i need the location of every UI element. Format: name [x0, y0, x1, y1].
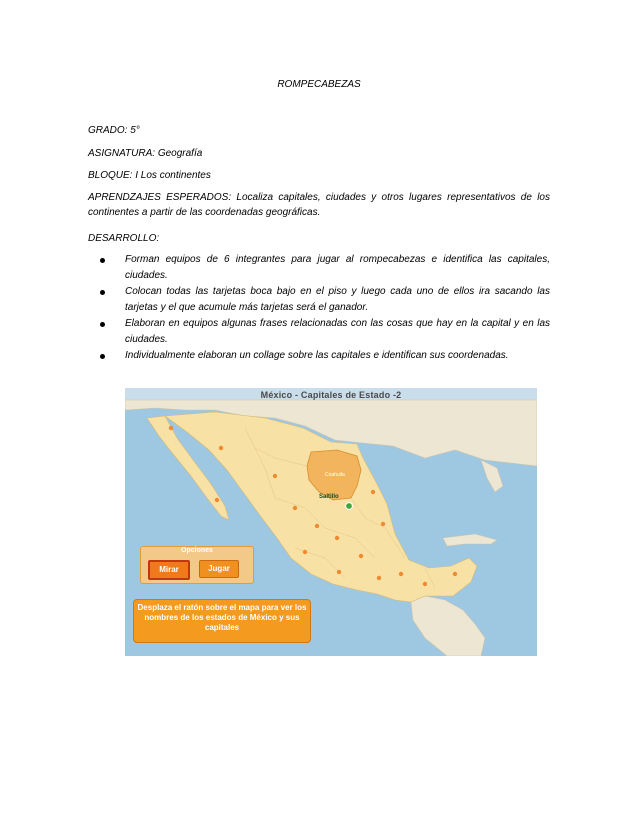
- list-item: Elaboran en equipos algunas frases relacionadas con las cosas que hay en la capital y en las ciudades.: [88, 316, 550, 348]
- mirar-button[interactable]: Mirar: [148, 560, 190, 580]
- document-title: ROMPECABEZAS: [277, 79, 361, 90]
- map-title: México - Capitales de Estado -2: [260, 390, 402, 400]
- bullet-icon: [100, 258, 105, 263]
- central-america-landmass: [411, 596, 485, 656]
- list-item: Forman equipos de 6 integrantes para jugar al rompecabezas e identifica las capitales, ciudades.: [88, 252, 550, 284]
- bullet-icon: [100, 354, 105, 359]
- grado-line: GRADO: 5°: [88, 125, 140, 136]
- bullet-icon: [100, 290, 105, 295]
- capital-dot[interactable]: [423, 582, 427, 586]
- capital-dot[interactable]: [399, 572, 403, 576]
- capital-dot[interactable]: [215, 498, 219, 502]
- list-item: Individualmente elaboran un collage sobre las capitales e identifican sus coordenadas.: [88, 348, 550, 364]
- capital-dot[interactable]: [293, 506, 297, 510]
- florida-landmass: [481, 460, 503, 492]
- capital-dot[interactable]: [381, 522, 385, 526]
- capital-dot[interactable]: [303, 550, 307, 554]
- capital-dot[interactable]: [377, 576, 381, 580]
- list-item: Colocan todas las tarjetas boca bajo en el piso y luego cada uno de ellos ira sacando las tarjetas y el que acumule más tarjetas será el ganador.: [88, 284, 550, 316]
- capital-dot[interactable]: [219, 446, 223, 450]
- capital-dot[interactable]: [169, 426, 173, 430]
- mexico-map-image: [125, 388, 537, 656]
- desarrollo-list: [88, 252, 550, 364]
- bloque-line: BLOQUE: I Los continentes: [88, 170, 211, 181]
- jugar-button[interactable]: Jugar: [199, 560, 239, 578]
- capital-dot[interactable]: [335, 536, 339, 540]
- capital-dot[interactable]: [453, 572, 457, 576]
- capital-dot[interactable]: [359, 554, 363, 558]
- aprendizajes-paragraph: APRENDZAJES ESPERADOS: Localiza capitales, ciudades y otros lugares representativos de los continentes a partir de las coordenadas geográficas.: [88, 192, 550, 218]
- capital-dot[interactable]: [337, 570, 341, 574]
- capital-dot[interactable]: [273, 474, 277, 478]
- asignatura-line: ASIGNATURA: Geografía: [88, 148, 203, 159]
- capital-dot[interactable]: [371, 490, 375, 494]
- capital-dot[interactable]: [315, 524, 319, 528]
- saltillo-label: Saltillo: [319, 494, 339, 500]
- desarrollo-heading: DESARROLLO:: [88, 233, 160, 244]
- coahuila-label: Coahuila: [325, 472, 345, 478]
- cuba-landmass: [443, 534, 497, 546]
- options-panel: [140, 546, 254, 584]
- options-label: Opciones: [181, 547, 213, 554]
- bullet-icon: [100, 322, 105, 327]
- instructions-box: Desplaza el ratón sobre el mapa para ver los nombres de los estados de México y sus capitales: [133, 599, 311, 643]
- saltillo-capital-marker[interactable]: [346, 503, 353, 510]
